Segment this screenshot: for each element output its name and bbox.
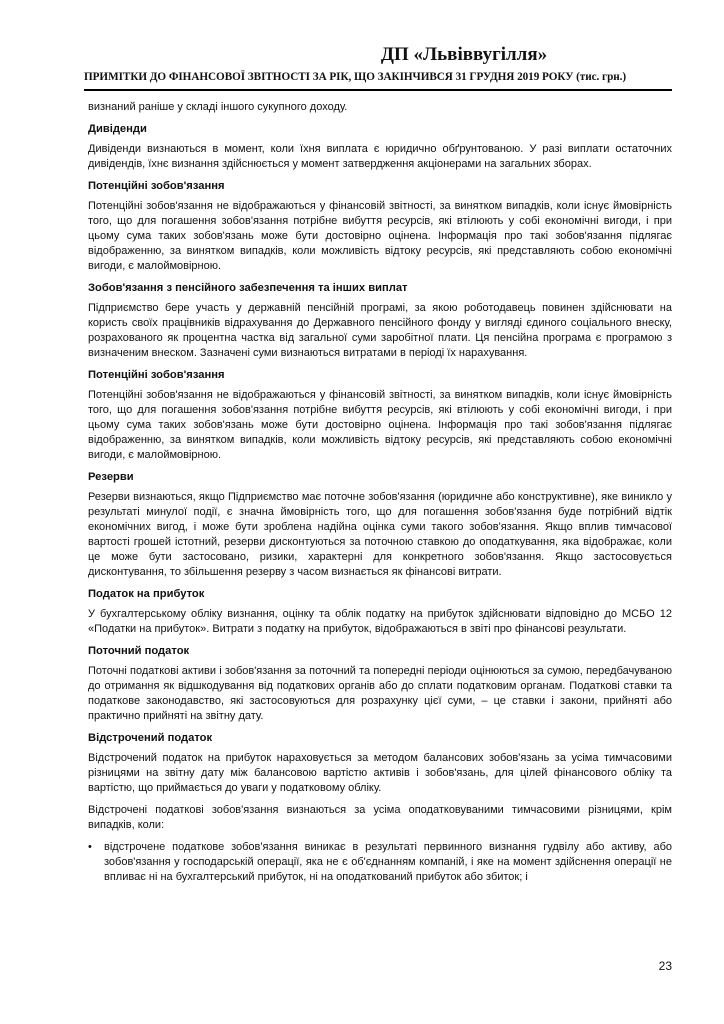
bullet-text: відстрочене податкове зобов'язання виникає в результаті первинного визнання гудвілу або активу, або зобов'язання у господарській операції, яка не є об'єднанням компаній, і яке на момент здійснення операції не впливає ні на бухгалтерський прибуток, ні на оподаткований прибуток або збиток; і [104,841,672,883]
section-heading: Відстрочений податок [88,732,213,744]
report-subtitle: ПРИМІТКИ ДО ФІНАНСОВОЇ ЗВІТНОСТІ ЗА РІК, ЩО ЗАКІНЧИВСЯ 31 ГРУДНЯ 2019 РОКУ (тис. грн.) [84,71,627,83]
company-title [0,44,716,66]
section-paragraph: Дивіденди визнаються в момент, коли їхня виплата є юридично обґрунтованою. У разі виплати остаточних дивідендів, їхнє визнання здійснюється у момент затвердження акціонерами на загальних зборах. [88,143,672,170]
page-number: 23 [658,959,672,973]
section-contingent-liabilities-repeat [88,368,672,463]
section-heading: Поточний податок [88,645,190,657]
section-paragraph: Потенційні зобов'язання не відображаються у фінансовій звітності, за винятком випадків, коли існує ймовірність того, що для погашення зобов'язання потрібне вибуття ресурсів, які втілюють у собі економічні вигоди, і при цьому сума таких зобов'язань може бути достовірно оцінена. Інформація про такі зобов'язання підлягає відображенню, за винятком випадків, коли можливість відтоку ресурсів, які представляють собою економічні вигоди, є малоймовірною. [88,200,672,272]
page-body [88,100,672,885]
bullet-list [88,840,672,885]
section-deferred-tax [88,731,672,885]
bullet-icon: • [88,841,92,853]
section-paragraph: Резерви визнаються, якщо Підприємство має поточне зобов'язання (юридичне або конструктивне), яке виникло у результаті минулої події, є значна ймовірність того, що для погашення зобов'язання буде потрібний відтік економічних вигод, і може бути зроблена надійна оцінка суми такого зобов'язання. Якщо вплив тимчасової вартості грошей істотний, резерви дисконтуються за поточною ставкою до оподаткування, яка відображає, коли це може бути застосовано, ризики, характерні для конкретного зобов'язання. Якщо застосовується дисконтування, то збільшення резерву з часом визнається як фінансові витрати. [88,491,672,578]
section-paragraph: Відстрочений податок на прибуток нараховується за методом балансових зобов'язань за усіма тимчасовими різницями на звітну дату між балансовою вартістю активів і зобов'язань, для цілей фінансового обліку та вартістю, що приймається до уваги у податковому обліку. [88,752,672,794]
section-heading: Потенційні зобов'язання [88,369,225,381]
section-pension-obligations [88,281,672,361]
section-paragraph: Поточні податкові активи і зобов'язання за поточний та попередні періоди оцінюються за сумою, передбачуваною до отримання як відшкодування від податкових органів або до сплати податковим органам. Податкові ставки та податкове законодавство, які застосовуються для розрахунку цієї суми, – це ставки і закони, прийняті або практично прийняті на звітну дату. [88,665,672,722]
section-heading: Дивіденди [88,123,147,135]
section-heading: Зобов'язання з пенсійного забезпечення та інших виплат [88,282,408,294]
section-current-tax [88,644,672,724]
intro-paragraph: визнаний раніше у складі іншого сукупного доходу. [88,101,348,113]
section-contingent-liabilities [88,179,672,274]
section-paragraph: Підприємство бере участь у державній пенсійній програмі, за якою роботодавець повинен здійснювати на користь своїх працівників відрахування до Державного пенсійного фонду у вигляді єдиного соціального внеску, розрахованого як процентна частка від загальної суми заробітної плати. Ця пенсійна програма є програмою з визначеним внеском. Зазначені суми визнаються витратами в періоді їх нарахування. [88,302,672,359]
section-provisions [88,470,672,580]
bullet-item [88,840,672,885]
header-divider [84,89,672,91]
section-heading: Податок на прибуток [88,588,205,600]
section-heading: Потенційні зобов'язання [88,180,225,192]
section-income-tax [88,587,672,637]
company-name: ДП «Львіввугілля» [380,44,548,65]
section-heading: Резерви [88,471,134,483]
section-paragraph: Потенційні зобов'язання не відображаються у фінансовій звітності, за винятком випадків, коли існує ймовірність того, що для погашення зобов'язання потрібне вибуття ресурсів, які втілюють у собі економічні вигоди, і при цьому сума таких зобов'язань може бути достовірно оцінена. Інформація про такі зобов'язання підлягає відображенню, за винятком випадків, коли можливість відтоку ресурсів, які представляють собою економічні вигоди, є малоймовірною. [88,389,672,461]
section-dividends [88,122,672,172]
section-paragraph: Відстрочені податкові зобов'язання визнаються за усіма оподатковуваними тимчасовими різницями, крім випадків, коли: [88,804,672,831]
section-paragraph: У бухгалтерському обліку визнання, оцінку та облік податку на прибуток здійснювати відповідно до МСБО 12 «Податки на прибуток». Витрати з податку на прибуток, відображаються в звіті про фінансові результати. [88,608,672,635]
